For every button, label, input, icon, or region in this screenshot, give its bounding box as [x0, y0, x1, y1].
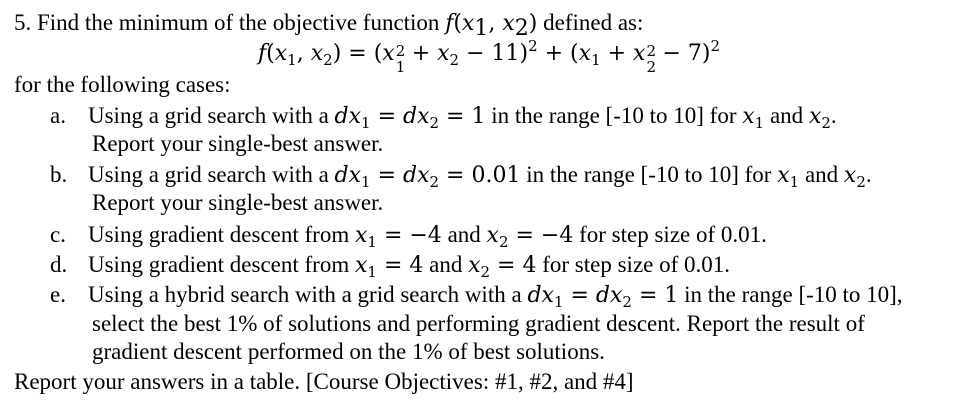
problem-intro: Find the minimum of the objective function — [37, 10, 440, 35]
item-marker: d. — [50, 252, 68, 277]
problem-statement: 5. Find the minimum of the objective function $f(x_1$, $x_2$) defined as: — [14, 10, 644, 41]
list-item: e. Using a hybrid search with a grid search with a $dx_1 = dx_2 = 1$ in the range [-10 to 10], — [50, 282, 903, 311]
item-marker: b. — [50, 162, 68, 187]
list-item: d. Using gradient descent from $x_1 = 4$ and $x_2 = 4$ for step size of 0.01. — [50, 252, 731, 281]
problem-intro-end: defined as: — [543, 10, 644, 35]
item-marker: a. — [50, 103, 66, 128]
problem-number: 5. — [14, 10, 32, 35]
item-marker: e. — [50, 282, 66, 307]
list-item: c. Using gradient descent from $x_1 = -4$ and $x_2 = -4$ for step size of 0.01. — [50, 222, 767, 251]
item-marker: c. — [50, 222, 66, 247]
intro-function: f — [445, 11, 454, 36]
list-item: b. Using a grid search with a $dx_1 = dx_2 = 0.01$ in the range [-10 to 10] for $x_1$ and $x_2$. — [50, 162, 872, 191]
list-item: a. Using a grid search with a $dx_1 = dx_2 = 1$ in the range [-10 to 10] for $x_1$ and $x_2$. — [50, 103, 837, 132]
cases-intro: for the following cases: — [14, 72, 231, 97]
item-e-line3: gradient descent performed on the 1% of best solutions. — [92, 339, 605, 364]
item-a-line2: Report your single-best answer. — [92, 131, 384, 156]
objective-equation: $f(x_1$, $x_2) = (x$ 2 1 + $x_2 - 11)^2 + (x_1 + x$ 2 2 − 7)$^2$ — [258, 37, 721, 76]
item-b-line2: Report your single-best answer. — [92, 190, 384, 215]
footer-instructions: Report your answers in a table. [Course Objectives: #1, #2, and #4] — [14, 369, 634, 394]
item-e-line2: select the best 1% of solutions and performing gradient descent. Report the result of — [92, 311, 865, 336]
